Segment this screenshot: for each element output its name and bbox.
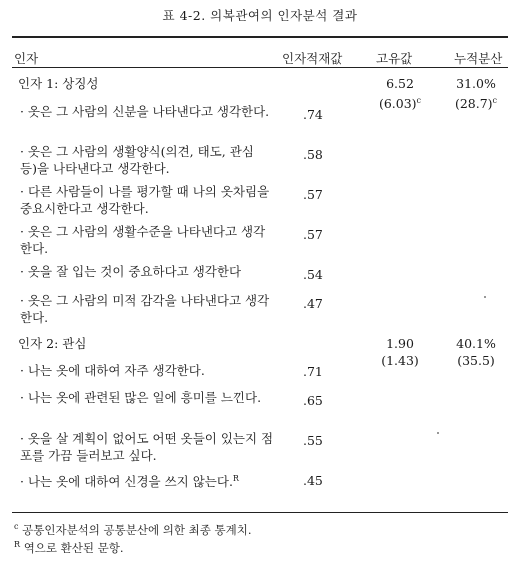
factor-2-eigenvalue — [356, 335, 444, 369]
footnote-r-text: 역으로 환산된 문항. — [23, 541, 124, 555]
header-loading: 인자적재값 — [282, 51, 343, 66]
top-rule — [12, 36, 508, 38]
item-loading: .54 — [303, 267, 323, 282]
item-loading: .47 — [303, 296, 323, 311]
item-text: · 다른 사람들이 나를 평가할 때 나의 옷차림을 중요시한다고 생각한다. — [20, 184, 270, 216]
item-loading: .55 — [303, 433, 323, 448]
item-text: · 나는 옷에 관련된 많은 일에 흥미를 느낀다. — [20, 390, 262, 405]
item-text: · 옷을 잘 입는 것이 중요하다고 생각한다 — [20, 264, 242, 279]
scan-speck — [484, 296, 486, 298]
factor-1-cumvar — [436, 75, 516, 112]
item-loading: .57 — [303, 187, 323, 202]
factor-1-cumvar-common-row — [436, 92, 516, 112]
item-text: · 옷은 그 사람의 생활수준을 나타낸다고 생각한다. — [20, 224, 266, 256]
factor-1-eigen-common: (6.03) — [378, 96, 417, 112]
header-cumulative-variance: 누적분산 — [454, 51, 503, 66]
factor-1-cumvar-common: (28.7) — [454, 96, 493, 112]
item-text: · 나는 옷에 대하여 자주 생각한다. — [20, 363, 205, 378]
bottom-rule — [12, 512, 508, 513]
footnote-r-mark: R — [14, 540, 21, 550]
factor-2-cumvar — [436, 335, 516, 369]
factor-2-eigen-final: 1.90 — [386, 336, 414, 351]
factor-2-cumvar-common: (35.5) — [457, 353, 495, 368]
footnote-mark-c: c — [492, 96, 498, 105]
factor-2-eigen-common: (1.43) — [381, 353, 419, 368]
factor-2-name: 인자 2: 관심 — [18, 336, 87, 351]
item-loading: .65 — [303, 393, 323, 408]
factor-1-name: 인자 1: 상징성 — [18, 76, 99, 91]
item-loading: .74 — [303, 107, 323, 122]
factor-1-eigenvalue — [356, 75, 444, 112]
footnote-c — [14, 522, 252, 538]
factor-1-eigen-final: 6.52 — [386, 76, 414, 91]
item-text: · 옷은 그 사람의 생활양식(의견, 태도, 관심 등)을 나타낸다고 생각한다. — [20, 144, 254, 176]
table-title: 표 4-2. 의복관여의 인자분석 결과 — [162, 8, 358, 23]
factor-1-eigen-common-row — [356, 92, 444, 112]
item-text: · 옷을 살 계획이 없어도 어떤 옷들이 있는지 점포를 가끔 들러보고 싶다. — [20, 431, 274, 463]
item-loading: .57 — [303, 227, 323, 242]
item-text: · 옷은 그 사람의 미적 감각을 나타낸다고 생각한다. — [20, 293, 270, 325]
factor-2-cumvar-final: 40.1% — [456, 336, 496, 351]
item-loading: .71 — [303, 364, 323, 379]
item-loading: .58 — [303, 147, 323, 162]
footnote-c-text: 공통인자분석의 공통분산에 의한 최종 통계치. — [22, 523, 252, 537]
footnote-c-mark: c — [14, 522, 19, 532]
item-text: · 옷은 그 사람의 신분을 나타낸다고 생각한다. — [20, 104, 270, 119]
header-eigenvalue: 고유값 — [376, 51, 413, 66]
item-text: · 나는 옷에 대하여 신경을 쓰지 않는다. — [20, 474, 233, 490]
header-factor: 인자 — [14, 51, 39, 66]
footnote-r — [14, 540, 124, 556]
scan-speck — [437, 432, 439, 434]
footnote-mark-c: c — [416, 96, 422, 105]
factor-1-cumvar-final: 31.0% — [456, 76, 496, 91]
footnote-mark-r: R — [232, 474, 239, 483]
item-with-mark — [20, 470, 272, 490]
header-rule — [12, 67, 508, 68]
item-loading: .45 — [303, 473, 323, 488]
